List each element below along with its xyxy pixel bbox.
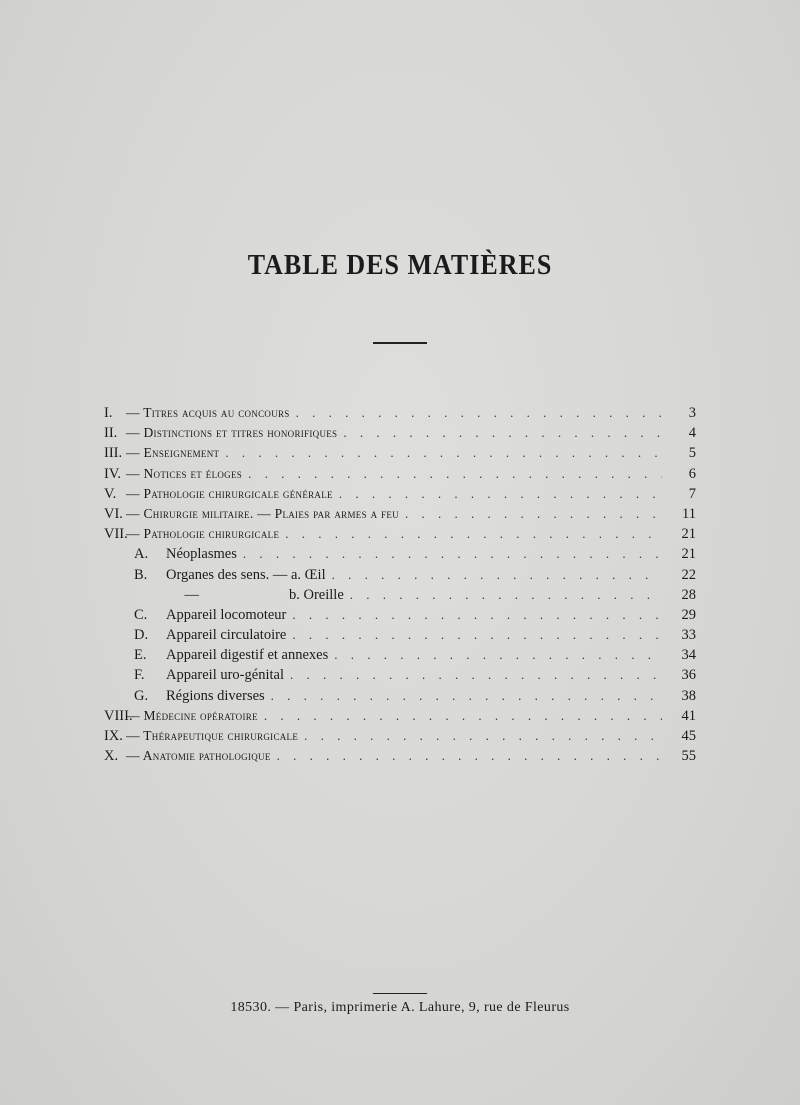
toc-number: VIII. xyxy=(104,707,133,724)
toc-label: Néoplasmes xyxy=(166,546,237,563)
toc-entry xyxy=(104,445,696,465)
toc-leader-dots xyxy=(334,647,662,663)
toc-page-number: 28 xyxy=(681,586,696,603)
title-divider xyxy=(373,342,427,344)
toc-leader-dots xyxy=(277,748,662,764)
toc-label: — Titres acquis au concours xyxy=(126,405,290,420)
toc-entry xyxy=(104,506,696,526)
toc-letter: B. xyxy=(134,566,148,583)
toc-page-number: 7 xyxy=(688,485,696,502)
toc-label: Régions diverses xyxy=(166,687,265,704)
toc-page-number: 3 xyxy=(688,405,696,421)
toc-letter: F. xyxy=(134,667,145,684)
toc-letter: E. xyxy=(134,647,147,664)
toc-leader-dots xyxy=(290,667,662,683)
toc-letter: G. xyxy=(134,687,149,704)
toc-page-number: 29 xyxy=(681,606,696,623)
toc-page-number: 6 xyxy=(688,465,696,482)
toc-entry xyxy=(104,526,696,546)
toc-page-number: 55 xyxy=(681,748,696,765)
toc-label: — Enseignement xyxy=(126,445,220,461)
toc-dash: — xyxy=(184,586,199,603)
toc-label: — Chirurgie militaire. — Plaies par armes a feu xyxy=(126,505,399,521)
toc-label: Organes des sens. — a. Œil xyxy=(166,566,326,583)
toc-label: — Médecine opératoire xyxy=(126,707,258,723)
toc-number: VI. xyxy=(104,505,123,522)
toc-leader-dots xyxy=(225,445,662,461)
toc-leader-dots xyxy=(332,567,662,583)
toc-number: V. xyxy=(104,485,117,502)
toc-label: — Pathologie chirurgicale xyxy=(126,526,280,542)
toc-page-number: 11 xyxy=(682,505,696,522)
toc-leader-dots xyxy=(264,708,662,724)
toc-label: Appareil circulatoire xyxy=(166,627,287,644)
toc-label: — Anatomie pathologique xyxy=(126,748,271,764)
page-title: TABLE DES MATIÈRES xyxy=(247,248,553,281)
toc-number: IV. xyxy=(104,465,122,482)
toc-page-number: 33 xyxy=(681,627,696,644)
printer-imprint: 18530. — Paris, imprimerie A. Lahure, 9, rue de Fleurus xyxy=(230,1000,570,1015)
toc-label: — Notices et éloges xyxy=(126,465,243,481)
toc-number: VII. xyxy=(104,526,128,543)
toc-number: X. xyxy=(104,748,119,765)
toc-subentry xyxy=(104,607,696,627)
toc-leader-dots xyxy=(350,587,662,603)
toc-label: — Pathologie chirurgicale générale xyxy=(126,485,333,501)
toc-label: — Thérapeutique chirurgicale xyxy=(126,728,299,743)
toc-subentry xyxy=(104,546,696,566)
toc-subentry xyxy=(104,647,696,667)
toc-page-number: 41 xyxy=(681,707,696,724)
toc-entry xyxy=(104,425,696,445)
toc-number: I. xyxy=(104,405,113,421)
toc-entry xyxy=(104,728,696,748)
toc-entry xyxy=(104,466,696,486)
toc-letter: D. xyxy=(134,627,149,644)
toc-page-number: 5 xyxy=(688,445,696,462)
toc-entry xyxy=(104,486,696,506)
toc-number: II. xyxy=(104,425,118,442)
toc-subentry xyxy=(104,627,696,647)
toc-leader-dots xyxy=(343,425,662,441)
toc-leader-dots xyxy=(339,486,662,502)
toc-letter: C. xyxy=(134,606,148,623)
toc-letter: A. xyxy=(134,546,149,563)
toc-page-number: 34 xyxy=(681,647,696,664)
toc-label: Appareil locomoteur xyxy=(166,606,287,623)
toc-number: III. xyxy=(104,445,123,462)
toc-entry xyxy=(104,748,696,768)
table-of-contents xyxy=(104,405,696,768)
toc-leader-dots xyxy=(248,466,662,482)
toc-page-number: 21 xyxy=(681,526,696,543)
toc-label: Appareil digestif et annexes xyxy=(166,647,329,664)
toc-page-number: 22 xyxy=(681,566,696,583)
toc-subentry xyxy=(104,567,696,587)
toc-page-number: 45 xyxy=(681,728,696,744)
toc-page-number: 38 xyxy=(681,687,696,704)
toc-leader-dots xyxy=(271,688,662,704)
toc-leader-dots xyxy=(292,627,662,643)
footer-divider xyxy=(373,993,427,994)
toc-page-number: 21 xyxy=(681,546,696,563)
toc-subentry xyxy=(104,587,696,607)
toc-leader-dots xyxy=(285,526,662,542)
toc-leader-dots xyxy=(296,405,662,421)
toc-leader-dots xyxy=(405,506,662,522)
toc-number: IX. xyxy=(104,728,123,744)
toc-leader-dots xyxy=(243,546,662,562)
toc-label: Appareil uro-génital xyxy=(166,667,284,684)
toc-label: b. Oreille xyxy=(289,586,344,603)
toc-page-number: 36 xyxy=(681,667,696,684)
toc-leader-dots xyxy=(292,607,662,623)
toc-page-number: 4 xyxy=(688,425,696,442)
toc-entry xyxy=(104,405,696,425)
toc-subentry xyxy=(104,688,696,708)
toc-label: — Distinctions et titres honorifiques xyxy=(126,425,338,441)
toc-entry xyxy=(104,708,696,728)
toc-leader-dots xyxy=(304,728,662,744)
toc-subentry xyxy=(104,667,696,687)
